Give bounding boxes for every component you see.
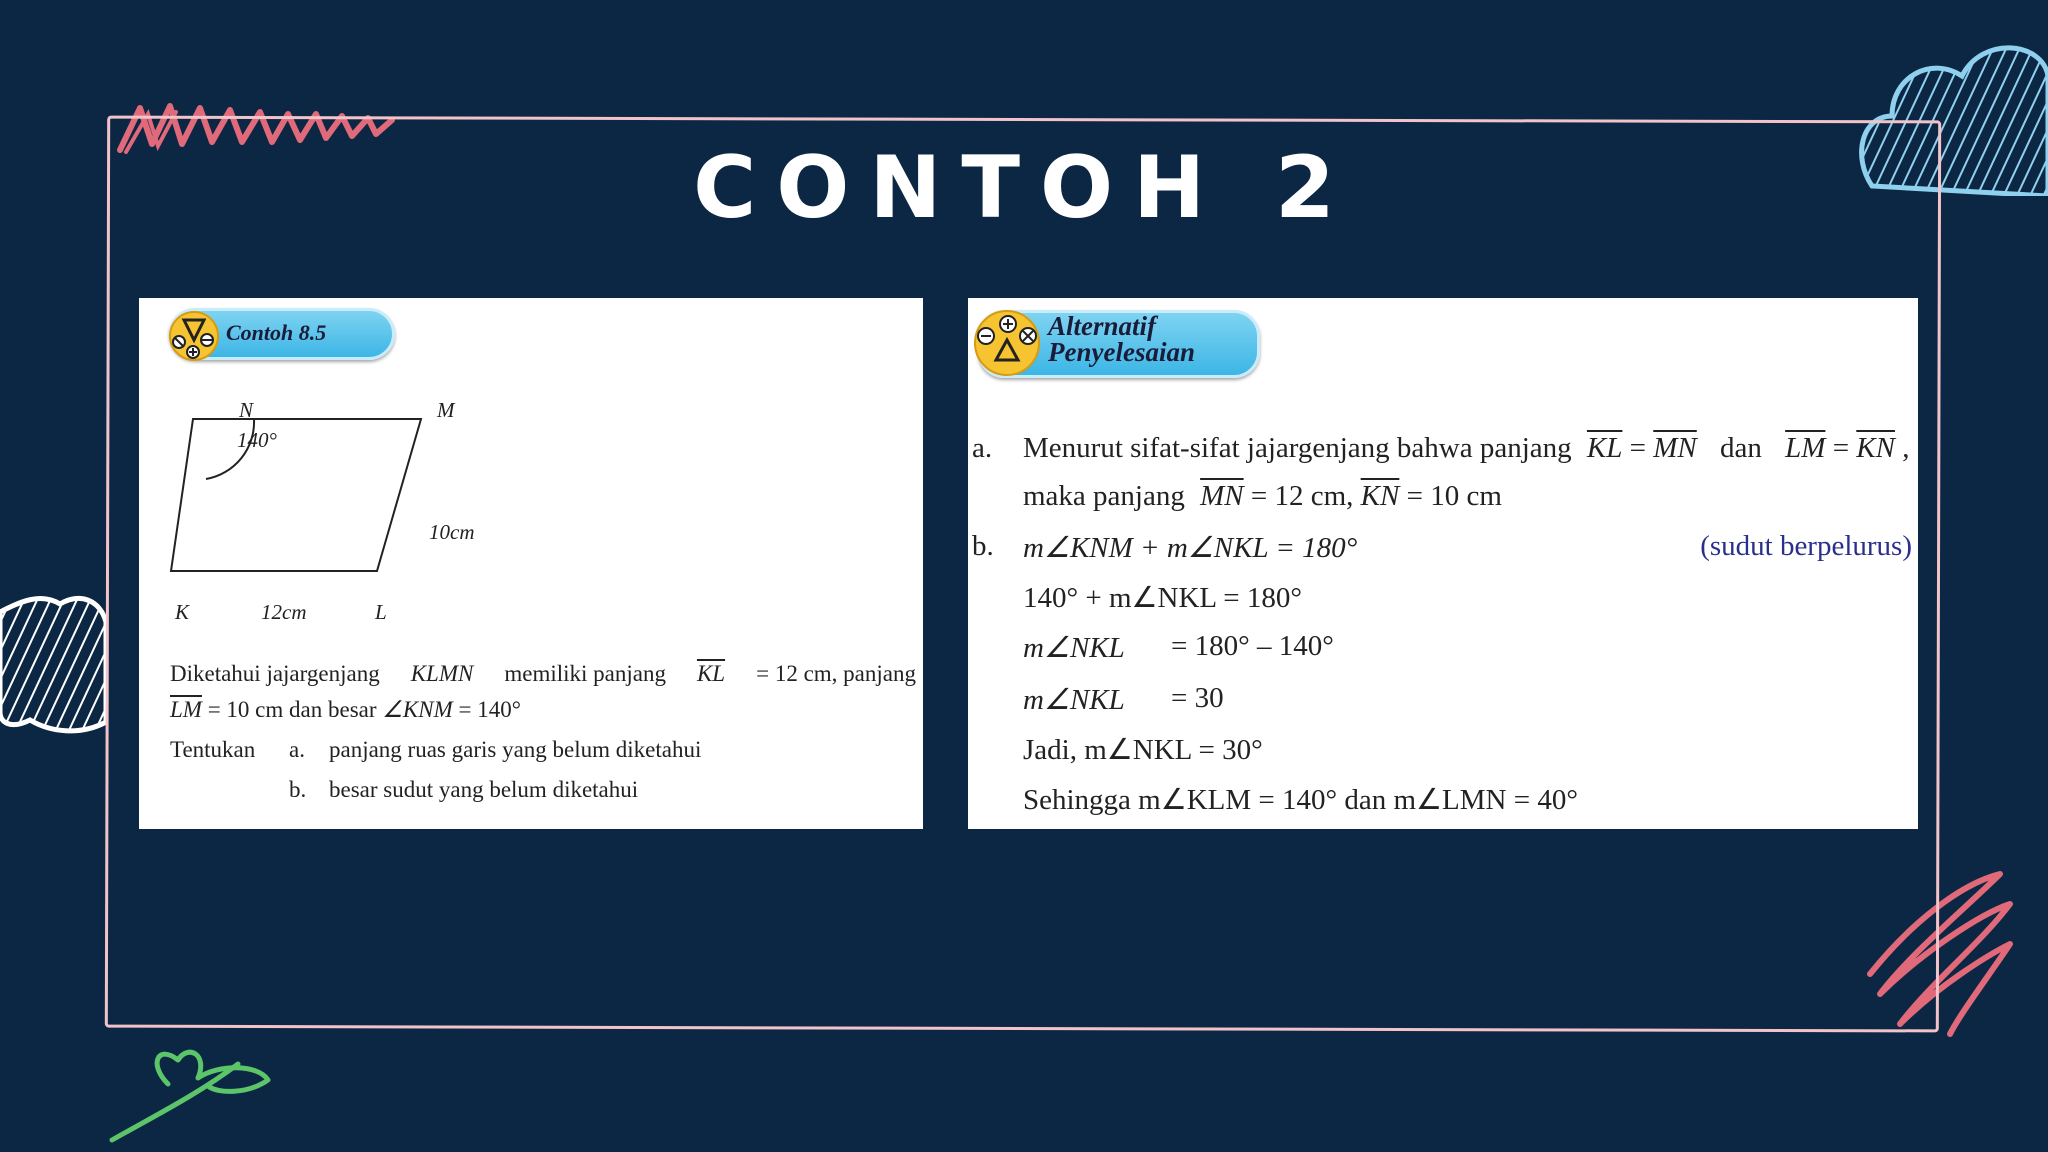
segment-mn: $\overline{MN}$ [1653,432,1697,464]
math-symbols-icon [167,310,221,362]
solution-a-text: Menurut sifat-sifat jajargenjang bahwa panjang [1023,432,1572,464]
green-sprout-doodle [108,1024,278,1144]
problem-line-1 [170,661,916,687]
segment-kn-value: = 10 cm [1406,480,1502,512]
problem-angle-knm: ∠KNM [382,697,453,722]
solution-b-line-3-lhs: m∠NKL [1023,632,1125,664]
solution-a-line-2-text: maka panjang [1023,480,1185,512]
solution-b-line-4-rhs: = 30 [1171,682,1224,714]
dan-word: dan [1720,432,1762,464]
example-badge-label: Contoh 8.5 [226,320,327,345]
equals-sign: = [1832,432,1850,464]
solution-badge-line-1: Alternatif [1048,311,1157,341]
side-label-kl: 12cm [261,600,307,624]
vertex-label-n: N [239,398,254,422]
problem-segment-kl: $\overline{KL}$ [696,661,726,686]
solution-b-line-6: Sehingga m∠KLM = 140° dan m∠LMN = 40° [1023,784,1578,816]
vertex-label-l: L [375,600,387,624]
problem-shape-name: KLMN [410,661,474,686]
segment-kl: $\overline{KL}$ [1586,432,1623,464]
solution-b-line-5: Jadi, m∠NKL = 30° [1023,734,1263,766]
solution-badge-line-2: Penyelesaian [1048,337,1195,367]
problem-text-1: Diketahui jajargenjang [170,661,380,686]
solution-b-marker: b. [972,530,994,562]
solution-b-line-3-rhs: = 180° – 140° [1171,630,1334,662]
equals-sign: = [1629,432,1647,464]
task-a-text: panjang ruas garis yang belum diketahui [329,737,702,762]
comma: , [1902,432,1910,464]
example-card [139,298,923,829]
segment-lm: $\overline{LM}$ [1785,432,1826,464]
problem-text-3: = 12 cm, panjang [756,661,916,686]
parallelogram-shape [171,419,421,571]
solution-a-line-2 [1023,480,1502,513]
problem-line-2 [170,697,521,723]
problem-text-2: memiliki panjang [504,661,666,686]
segment-mn: $\overline{MN}$ [1200,480,1244,512]
vertex-label-m: M [437,398,455,422]
segment-kn: $\overline{KN}$ [1360,480,1400,512]
white-cloud-doodle [0,592,108,736]
side-label-lm: 10cm [429,520,475,544]
solution-card [968,298,1918,829]
slide-title: CONTOH 2 [693,138,1355,238]
segment-kn: $\overline{KN}$ [1856,432,1895,464]
math-symbols-icon [972,308,1042,378]
solution-b-line-4-lhs: m∠NKL [1023,684,1125,716]
problem-angle-value: = 140° [458,697,521,722]
task-a-marker: a. [289,737,305,762]
task-b-text: besar sudut yang belum diketahui [329,777,639,802]
segment-mn-value: = 12 cm, [1250,480,1354,512]
vertex-label-k: K [175,600,190,624]
angle-label: 140° [237,428,277,452]
parallelogram-figure [159,393,519,593]
tentukan-label: Tentukan [170,737,256,762]
solution-a-line-1 [1023,432,1909,465]
problem-text-4: = 10 cm dan besar [207,697,377,722]
solution-a-marker: a. [972,432,993,464]
solution-b-line-1: m∠KNM + m∠NKL = 180° [1023,532,1358,564]
solution-b-note: (sudut berpelurus) [1700,530,1912,562]
problem-segment-lm: $\overline{LM}$ [170,697,202,722]
solution-b-line-2: 140° + m∠NKL = 180° [1023,582,1302,614]
task-b-marker: b. [289,777,307,802]
